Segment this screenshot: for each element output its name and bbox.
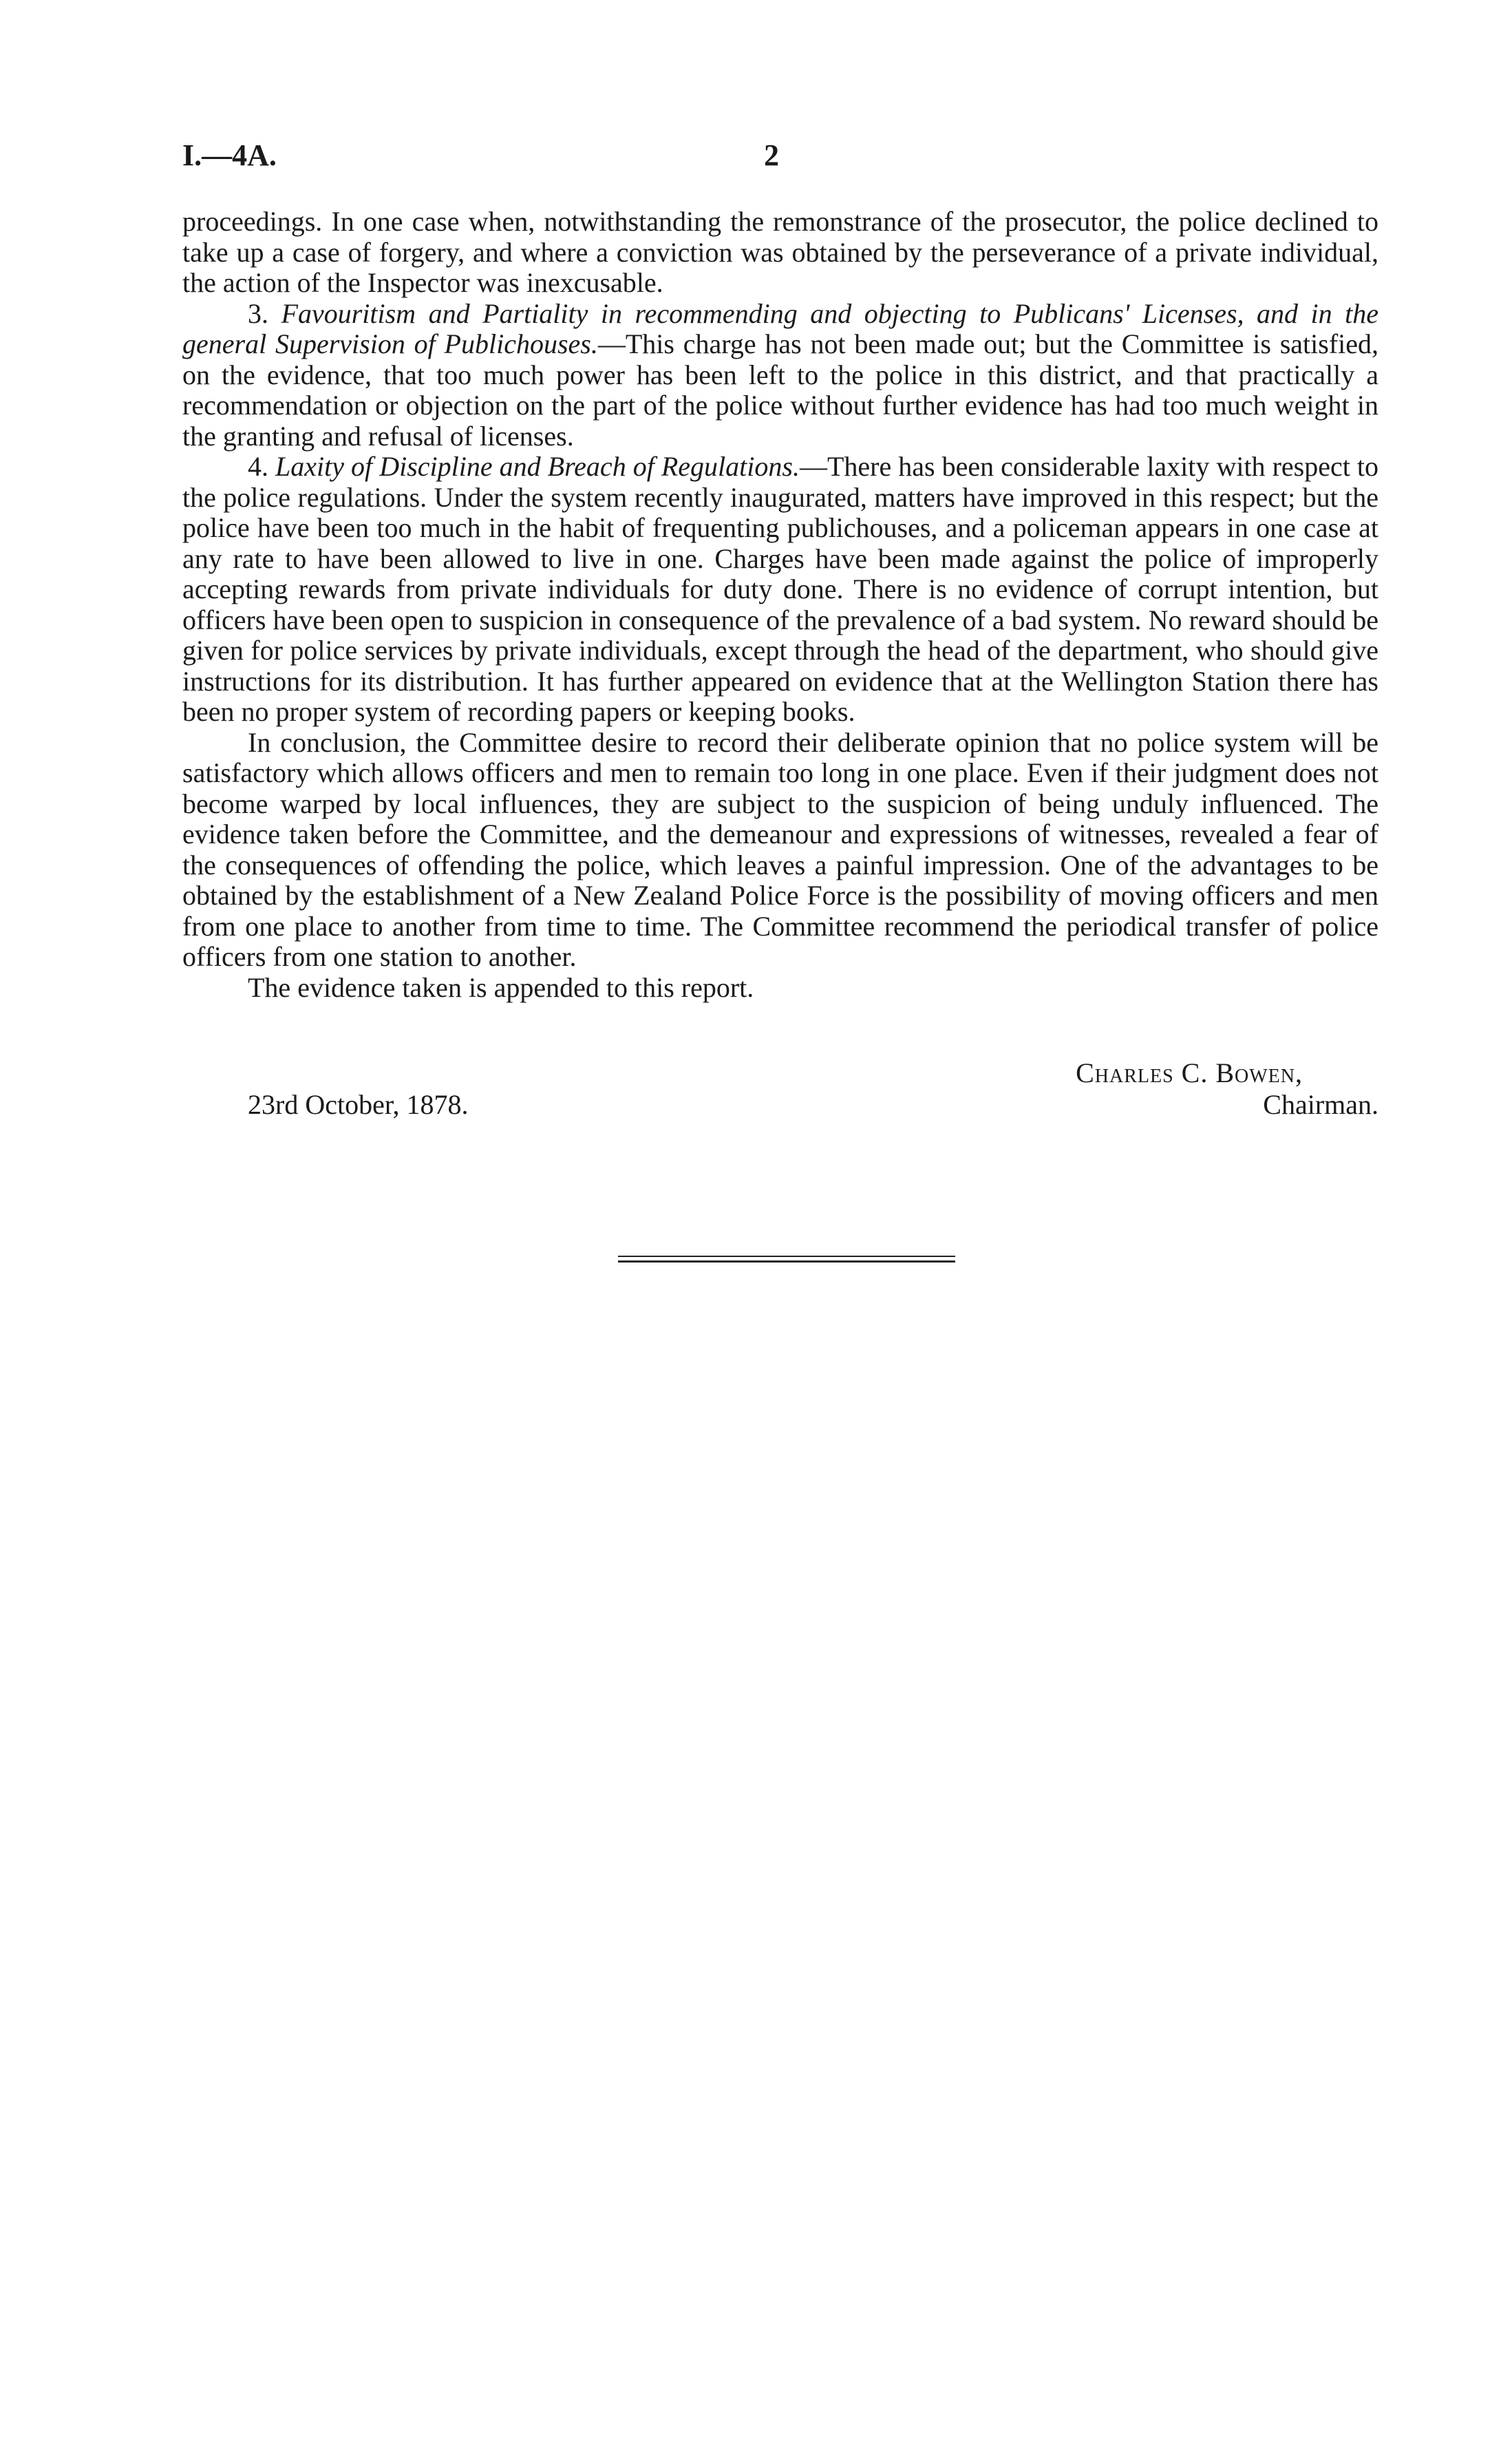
- signatory-name: Charles C. Bowen,: [1076, 1057, 1303, 1088]
- paragraph-number: 3.: [248, 297, 268, 329]
- paragraph-laxity: [182, 452, 1378, 728]
- section-heading: Favouritism and Partiality in recommending and objecting to Publicans' Licenses, and in the general Supervision of Publichouses.: [182, 297, 1379, 359]
- report-body: [182, 207, 1378, 1003]
- closing-rule: [618, 1256, 955, 1257]
- paragraph-favouritism: [182, 299, 1378, 452]
- document-identifier: I.—4A.: [182, 138, 277, 172]
- page-header: [182, 138, 1380, 179]
- signatory-title: Chairman.: [1263, 1089, 1378, 1120]
- paragraph-text: The evidence taken is appended to this report.: [248, 971, 754, 1003]
- paragraph-text: In conclusion, the Committee desire to record their deliberate opinion that no police system will be satisfactory which allows officers and men to remain too long in one place. Even if their judgment does not become warped by local influences, they are subject to the suspicion of being unduly influenced. The evidence taken before the Committee, and the demeanour and expressions of witnesses, revealed a fear of the consequences of offending the police, which leaves a painful impression. One of the advantages to be obtained by the establishment of a New Zealand Police Force is the possibility of moving officers and men from one place to another from time to time. The Committee recommend the periodical transfer of police officers from one station to another.: [182, 726, 1378, 972]
- paragraph-evidence: [182, 973, 1378, 1004]
- report-date: 23rd October, 1878.: [248, 1089, 469, 1120]
- section-heading: Laxity of Discipline and Breach of Regulations.: [275, 451, 800, 482]
- paragraph-text: —There has been considerable laxity with respect to the police regulations. Under the system recently inaugurated, matters have improved in this respect; but the police have been too much in the habit of frequenting publichouses, and a policeman appears in one case at any rate to have been allowed to live in one. Charges have been made against the police of improperly accepting rewards from private individuals for duty done. There is no evidence of corrupt intention, but officers have been open to suspicion in consequence of the prevalence of a bad system. No reward should be given for police services by private individuals, except through the head of the department, who should give instructions for its distribution. It has further appeared on evidence that at the Wellington Station there has been no proper system of recording papers or keeping books.: [182, 451, 1378, 727]
- paragraph-text: —This charge has not been made out; but the Committee is satisfied, on the evidence, that too much power has been left to the police in this district, and that practically a recommendation or objection on the part of the police without further evidence has had too much weight in the granting and refusal of licenses.: [182, 328, 1378, 452]
- signature-block: [182, 1057, 1378, 1139]
- paragraph-conclusion: [182, 728, 1378, 973]
- paragraph-text: proceedings. In one case when, notwithstanding the remonstrance of the prosecutor, the police declined to take up a case of forgery, and where a conviction was obtained by the perseverance of a private individual, the action of the Inspector was inexcusable.: [182, 206, 1378, 298]
- paragraph-continuation: [182, 207, 1378, 299]
- closing-rule: [618, 1260, 955, 1263]
- paragraph-number: 4.: [248, 451, 268, 482]
- page-number: 2: [764, 138, 779, 172]
